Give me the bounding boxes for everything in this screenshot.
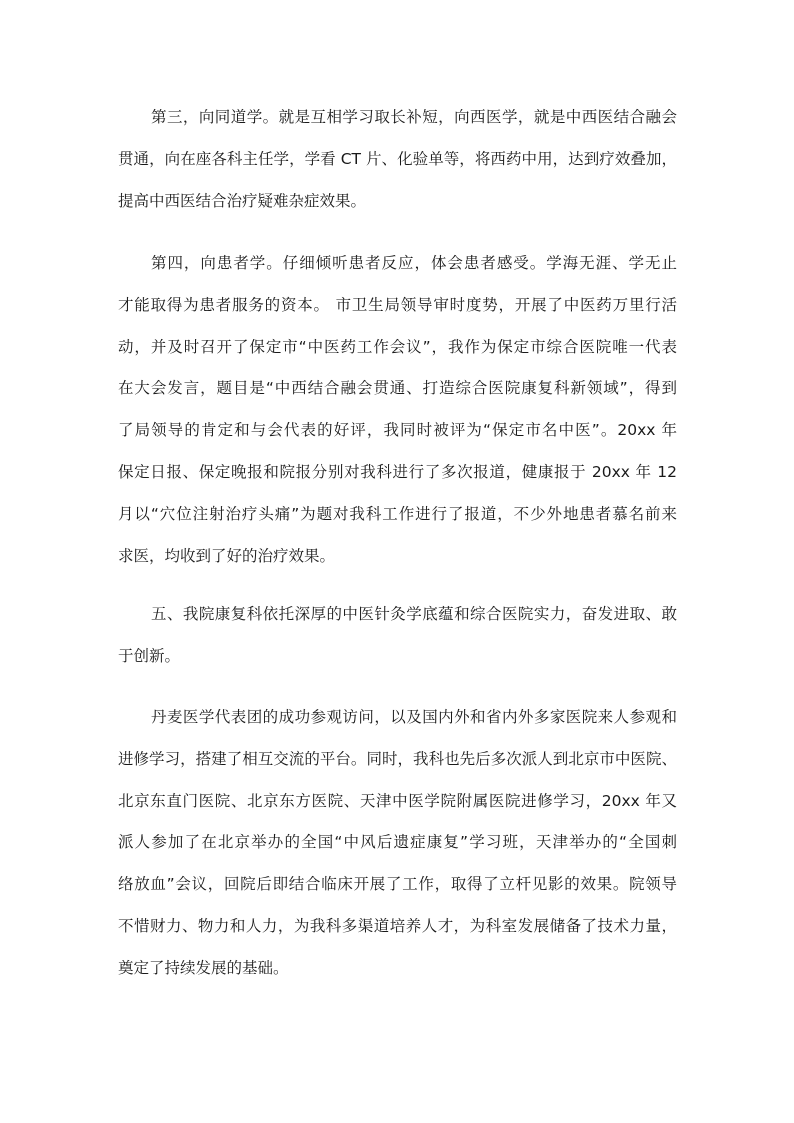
paragraph-learn-from-patients — [118, 243, 677, 577]
text-line: 提高中西医结合治疗疑难杂症效果。 — [118, 191, 367, 210]
text-line: 求医，均收到了好的治疗效果。 — [118, 546, 336, 565]
text-line: 月以“穴位注射治疗头痛”为题对我科工作进行了报道，不少外地患者慕名前来 — [118, 504, 677, 523]
text-line: 五、我院康复科依托深厚的中医针灸学底蕴和综合医院实力，奋发进取、敢 — [151, 605, 677, 623]
paragraph-exchange-training — [118, 697, 677, 990]
text-line: 奠定了持续发展的基础。 — [118, 958, 289, 977]
text-line: 动，并及时召开了保定市“中医药工作会议”，我作为保定市综合医院唯一代表 — [118, 337, 677, 356]
text-line: 第三，向同道学。就是互相学习取长补短，向西医学，就是中西医结合融会 — [151, 108, 677, 126]
text-line: 在大会发言，题目是“中西结合融会贯通、打造综合医院康复科新领域”，得到 — [118, 379, 677, 398]
text-line: 络放血”会议，回院后即结合临床开展了工作，取得了立杆见影的效果。院领导 — [118, 875, 677, 894]
text-line: 派人参加了在北京举办的全国“中风后遗症康复”学习班，天津举办的“全国刺 — [118, 833, 677, 852]
text-line: 第四，向患者学。仔细倾听患者反应，体会患者感受。学海无涯、学无止 — [151, 254, 677, 272]
text-line: 北京东直门医院、北京东方医院、天津中医学院附属医院进修学习，20xx 年又 — [118, 791, 677, 810]
text-line: 进修学习，搭建了相互交流的平台。同时，我科也先后多次派人到北京市中医院、 — [118, 749, 677, 768]
text-line: 丹麦医学代表团的成功参观访问，以及国内外和省内外多家医院来人参观和 — [151, 708, 677, 726]
text-line: 于创新。 — [118, 646, 181, 665]
text-line: 了局领导的肯定和与会代表的好评，我同时被评为“保定市名中医”。20xx 年 — [118, 421, 677, 440]
text-line: 不惜财力、物力和人力，为我科多渠道培养人才，为科室发展储备了技术力量， — [118, 916, 677, 935]
paragraph-learn-from-peers — [118, 97, 677, 222]
paragraph-section-five — [118, 594, 677, 678]
text-line: 保定日报、保定晚报和院报分别对我科进行了多次报道，健康报于 20xx 年 12 — [118, 462, 677, 481]
text-line: 贯通，向在座各科主任学，学看 CT 片、化验单等，将西药中用，达到疗效叠加， — [118, 149, 677, 168]
text-line: 才能取得为患者服务的资本。 市卫生局领导审时度势，开展了中医药万里行活 — [118, 295, 677, 314]
